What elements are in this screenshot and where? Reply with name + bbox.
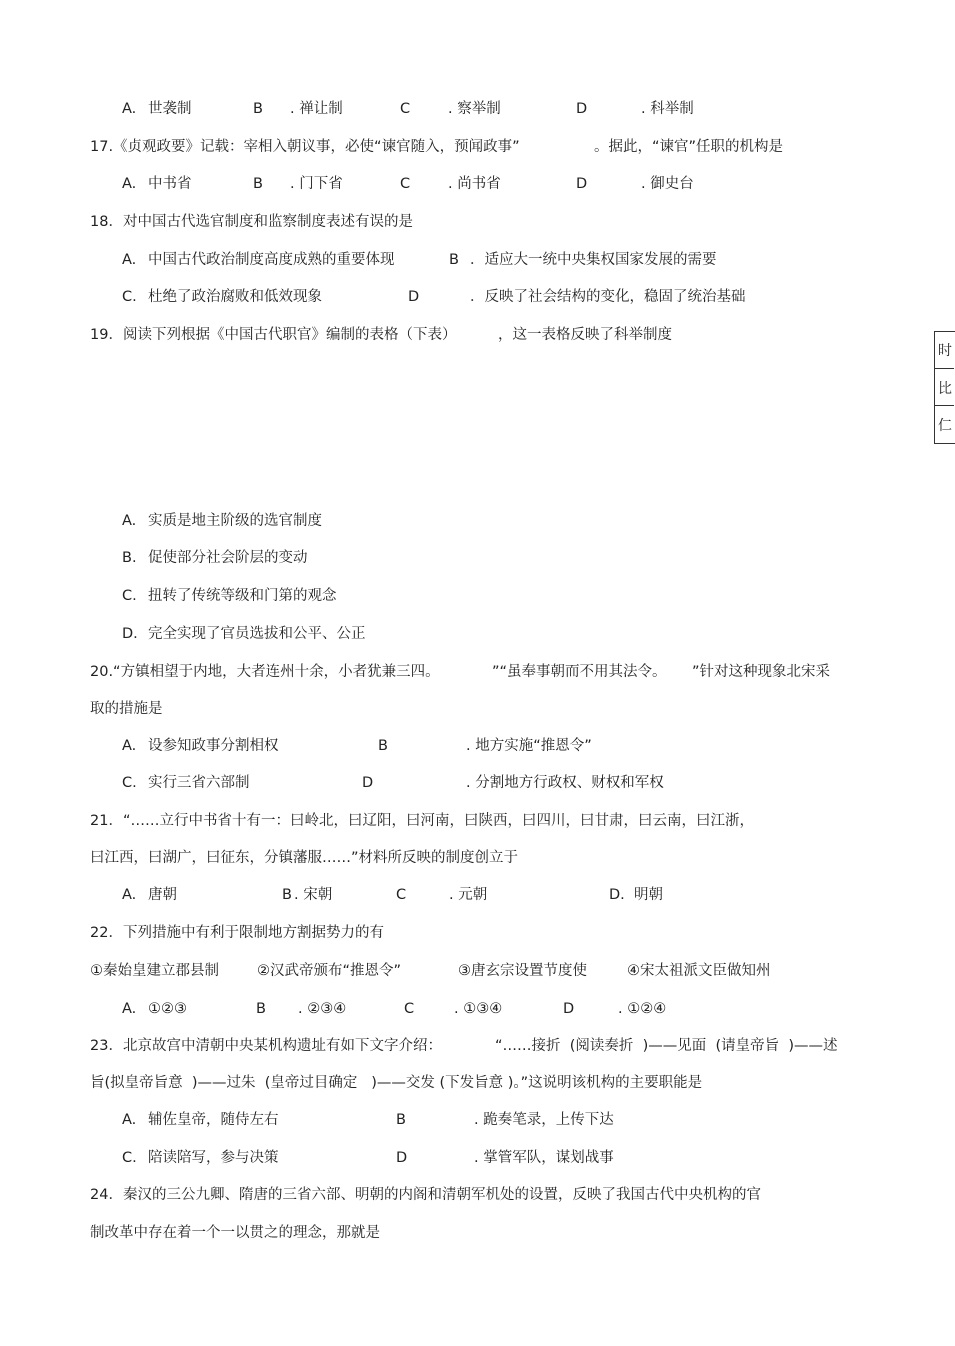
- q20-option-b-text: . 地方实施“推恩令”: [466, 738, 592, 754]
- q19-option-a-letter: A.: [122, 513, 137, 529]
- q18-stem: 18．对中国古代选官制度和监察制度表述有误的是: [90, 214, 413, 230]
- q16-option-d-letter: D: [576, 101, 588, 117]
- q22-option-a-text: ①②③: [148, 1001, 187, 1017]
- q19-option-a-text: 实质是地主阶级的选官制度: [148, 513, 322, 529]
- q17-option-a-text: 中书省: [148, 176, 192, 192]
- q17-option-a-letter: A.: [122, 176, 137, 192]
- q20-option-a-text: 设参知政事分割相权: [148, 738, 279, 754]
- q22-stem: 22．下列措施中有利于限制地方割据势力的有: [90, 925, 384, 941]
- q19-option-b-text: 促使部分社会阶层的变动: [148, 550, 308, 566]
- q21-option-a-text: 唐朝: [148, 887, 177, 903]
- q22-option-b-text: . ②③④: [298, 1001, 347, 1017]
- q19-option-b-letter: B.: [122, 550, 137, 566]
- cropped-table-cell: [934, 368, 954, 405]
- q23-stem-line2: 旨(拟皇帝旨意 )——过朱 (皇帝过目确定 )——交发 (下发旨意 )。”这说明该机构的主要职能是: [90, 1075, 703, 1091]
- cropped-table-cell: [934, 331, 954, 368]
- q23-option-c-letter: C.: [122, 1150, 137, 1166]
- q18-option-a-text: 中国古代政治制度高度成熟的重要体现: [148, 252, 395, 268]
- q23-option-c-text: 陪读陪写，参与决策: [148, 1150, 279, 1166]
- q16-option-b-letter: B: [253, 101, 263, 117]
- q19-stem-cont: ，这一表格反映了科举制度: [498, 327, 672, 343]
- q23-option-a-letter: A.: [122, 1112, 137, 1128]
- q20-option-d-letter: D: [362, 775, 374, 791]
- cropped-table-cell-text: 比: [938, 381, 952, 397]
- q17-stem-cont: 。据此，“谏官”任职的机构是: [594, 139, 784, 155]
- q17-option-c-letter: C: [400, 176, 411, 192]
- q19-option-d-letter: D.: [122, 626, 138, 642]
- q23-stem-cont: “……接折 (阅读奏折 )——见面 (请皇帝旨 )——述: [495, 1038, 838, 1054]
- q16-option-b-text: . 禅让制: [290, 101, 343, 117]
- q18-option-d-text: ．反映了社会结构的变化，稳固了统治基础: [470, 289, 746, 305]
- q17-option-c-text: . 尚书省: [448, 176, 501, 192]
- q18-option-d-letter: D: [408, 289, 420, 305]
- q23-option-d-text: . 掌管军队，谋划战事: [474, 1150, 614, 1166]
- q22-option-d-letter: D: [563, 1001, 575, 1017]
- q17-option-b-text: . 门下省: [290, 176, 343, 192]
- q23-option-b-text: . 跪奏笔录，上传下达: [474, 1112, 614, 1128]
- q18-option-c-text: 杜绝了政治腐败和低效现象: [148, 289, 322, 305]
- q16-option-c-letter: C: [400, 101, 411, 117]
- q20-option-c-letter: C.: [122, 775, 137, 791]
- cropped-table-cell-text: 仁: [938, 418, 952, 434]
- q23-stem: 23．北京故宫中清朝中央某机构遗址有如下文字介绍：: [90, 1038, 442, 1054]
- q19-option-d-text: 完全实现了官员选拔和公平、公正: [148, 626, 366, 642]
- q22-option-c-letter: C: [404, 1001, 415, 1017]
- q19-stem: 19．阅读下列根据《中国古代职官》编制的表格（下表）: [90, 327, 457, 343]
- q21-stem-line1: 21．“……立行中书省十有一：曰岭北，曰辽阳，曰河南，曰陕西，曰四川，曰甘肃，曰云南，曰江浙，: [90, 813, 754, 829]
- q22-item-4: ④宋太祖派文臣做知州: [627, 963, 771, 979]
- q18-option-b-text: ．适应大一统中央集权国家发展的需要: [470, 252, 717, 268]
- q21-option-b-text: . 宋朝: [294, 887, 333, 903]
- q18-option-a-letter: A.: [122, 252, 137, 268]
- cropped-table-cell: [934, 405, 954, 442]
- q20-option-d-text: . 分割地方行政权、财权和军权: [466, 775, 664, 791]
- q23-option-a-text: 辅佐皇帝，随侍左右: [148, 1112, 279, 1128]
- q20-stem-line2: 取的措施是: [90, 701, 163, 717]
- q19-option-c-letter: C.: [122, 588, 137, 604]
- q21-option-c-letter: C: [396, 887, 407, 903]
- q21-option-a-letter: A.: [122, 887, 137, 903]
- q20-stem: 20.“方镇相望于内地，大者连州十余，小者犹兼三四。: [90, 664, 440, 680]
- q22-item-1: ①秦始皇建立郡县制: [90, 963, 219, 979]
- q22-option-c-text: . ①③④: [454, 1001, 503, 1017]
- q22-option-b-letter: B: [256, 1001, 266, 1017]
- q23-option-b-letter: B: [396, 1112, 406, 1128]
- q16-option-d-text: . 科举制: [641, 101, 694, 117]
- q16-option-c-text: . 察举制: [448, 101, 501, 117]
- q21-option-d-letter: D.: [609, 887, 625, 903]
- q20-option-a-letter: A.: [122, 738, 137, 754]
- q21-option-c-text: . 元朝: [449, 887, 488, 903]
- q22-option-a-letter: A.: [122, 1001, 137, 1017]
- q23-option-d-letter: D: [396, 1150, 408, 1166]
- q18-option-b-letter: B: [449, 252, 459, 268]
- q19-option-c-text: 扭转了传统等级和门第的观念: [148, 588, 337, 604]
- q17-stem: 17.《贞观政要》记载：宰相入朝议事，必使“谏官随入，预闻政事”: [90, 139, 520, 155]
- q20-option-b-letter: B: [378, 738, 388, 754]
- q24-stem-line2: 制改革中存在着一个一以贯之的理念，那就是: [90, 1225, 380, 1241]
- q21-option-b-letter: B: [282, 887, 292, 903]
- q17-option-b-letter: B: [253, 176, 263, 192]
- q20-stem-part3: ”针对这种现象北宋采: [692, 664, 831, 680]
- q21-stem-line2: 曰江西，曰湖广，曰征东，分镇藩服……”材料所反映的制度创立于: [90, 850, 519, 866]
- q22-option-d-text: . ①②④: [618, 1001, 667, 1017]
- q24-stem-line1: 24．秦汉的三公九卿、隋唐的三省六部、明朝的内阁和清朝军机处的设置，反映了我国古代中央机构的官: [90, 1187, 761, 1203]
- q22-item-2: ②汉武帝颁布“推恩令”: [257, 963, 402, 979]
- cropped-table-cell-text: 时: [938, 343, 952, 359]
- q18-option-c-letter: C.: [122, 289, 137, 305]
- q20-option-c-text: 实行三省六部制: [148, 775, 250, 791]
- q21-option-d-text: 明朝: [634, 887, 663, 903]
- q17-option-d-text: . 御史台: [641, 176, 694, 192]
- q16-option-a-letter: A.: [122, 101, 137, 117]
- q16-option-a-text: 世袭制: [148, 101, 192, 117]
- q22-item-3: ③唐玄宗设置节度使: [458, 963, 587, 979]
- q17-option-d-letter: D: [576, 176, 588, 192]
- q20-stem-part2: ”“虽奉事朝而不用其法令。: [492, 664, 667, 680]
